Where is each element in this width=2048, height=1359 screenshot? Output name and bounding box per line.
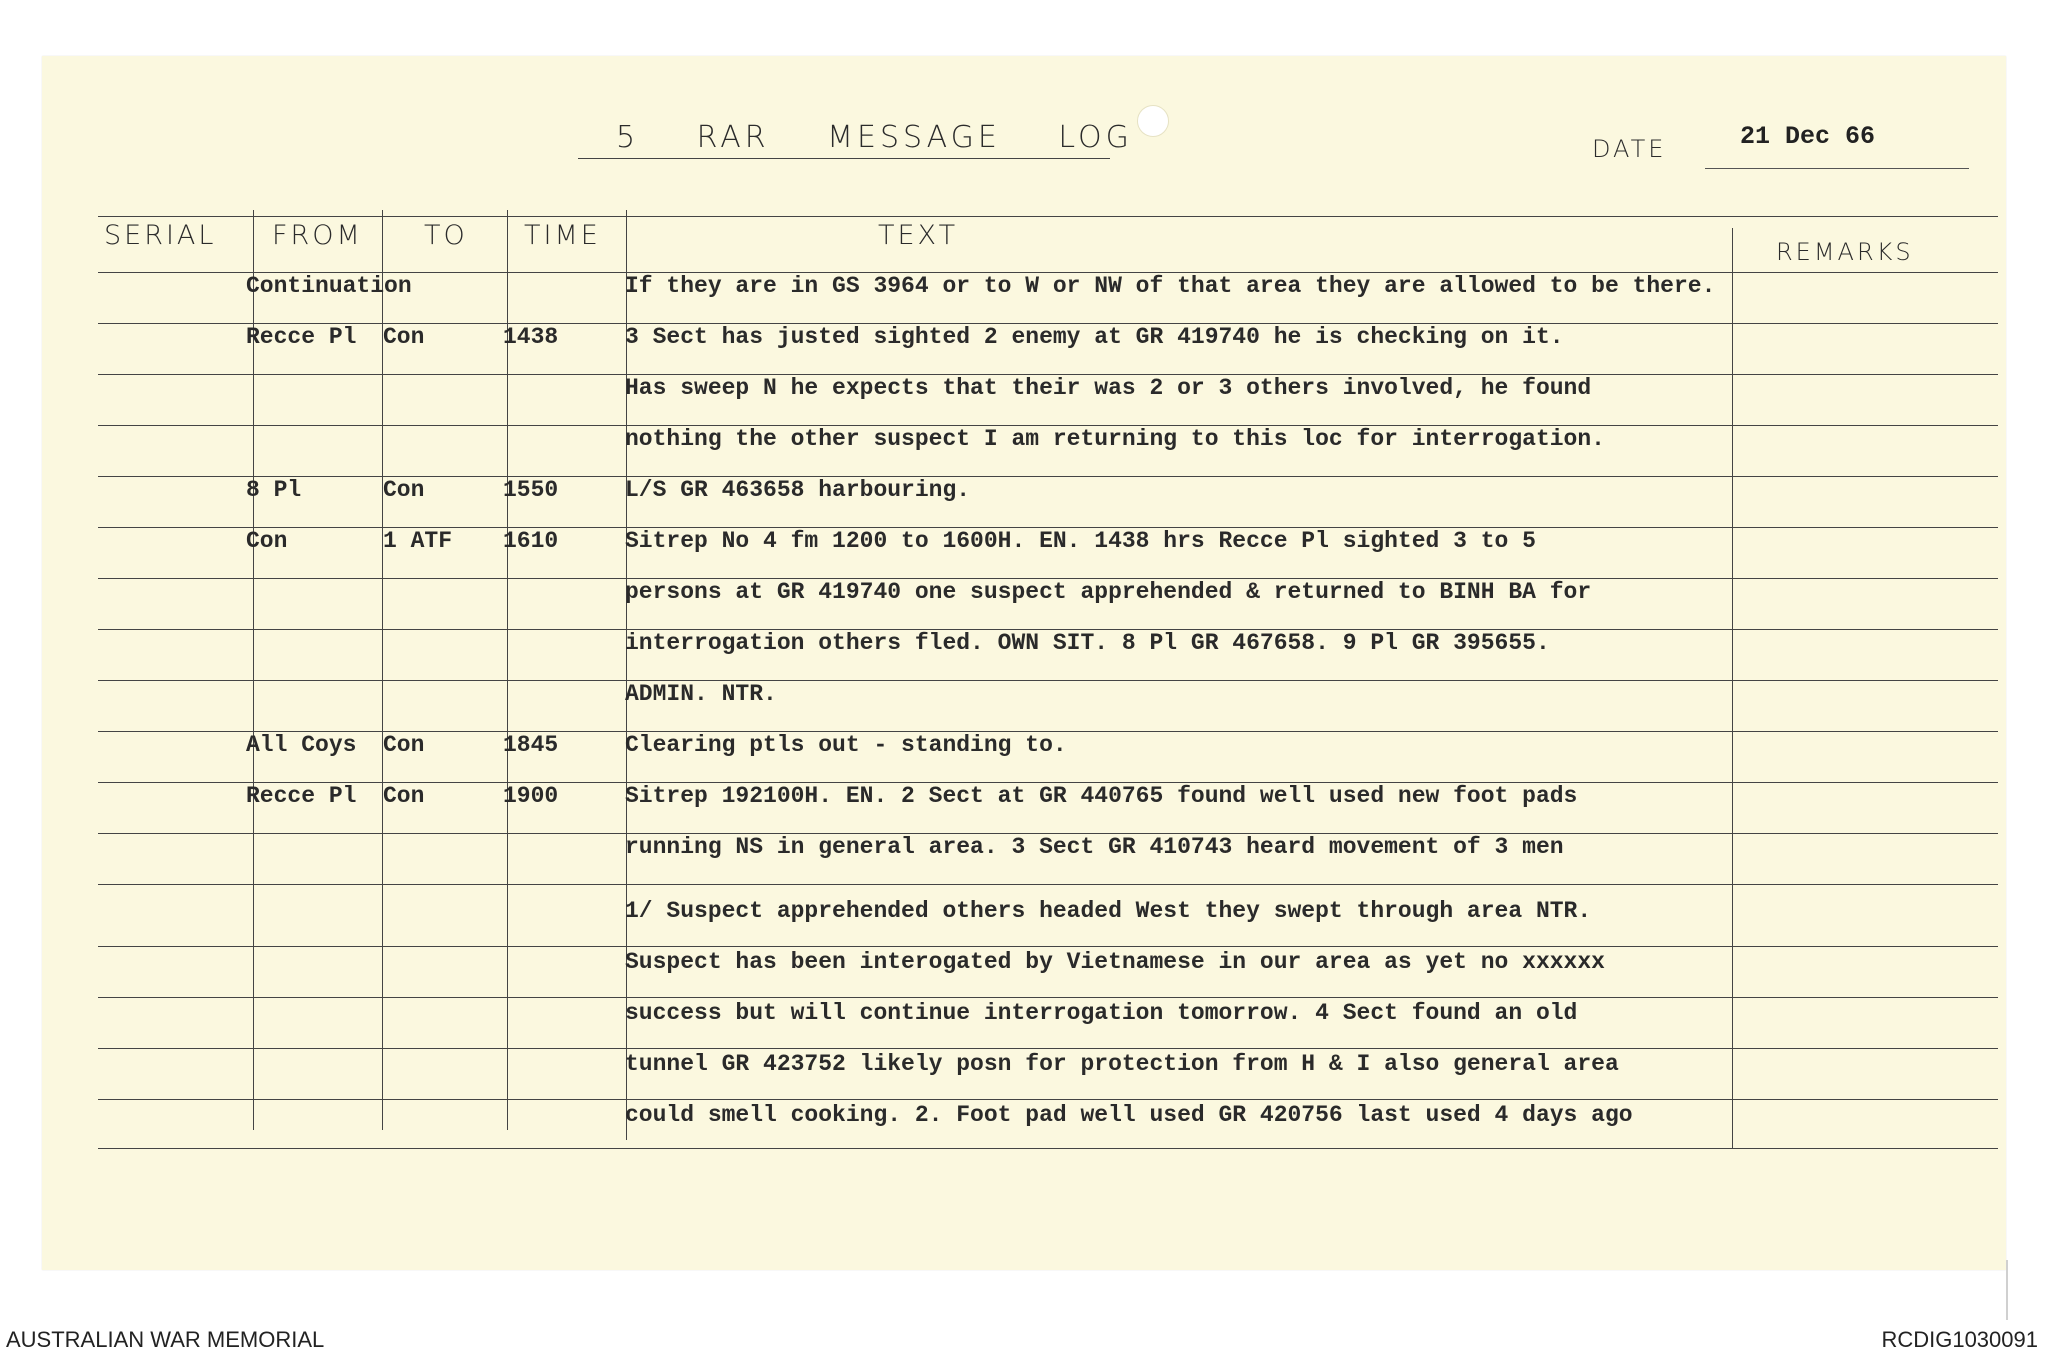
row-text: 3 Sect has justed sighted 2 enemy at GR 419740 he is checking on it. [625, 324, 1564, 350]
row-from: Continuation [246, 273, 412, 299]
ruled-line [98, 216, 1998, 217]
row-from: All Coys [246, 732, 357, 758]
column-header-to: TO [424, 220, 468, 251]
punch-hole [1137, 105, 1169, 137]
footer-record-id: RCDIG1030091 [1881, 1327, 2038, 1352]
column-header-serial: SERIAL [104, 220, 217, 251]
row-text: L/S GR 463658 harbouring. [625, 477, 971, 503]
date-label: DATE [1592, 135, 1667, 163]
ruled-line [98, 997, 1998, 998]
row-text: Suspect has been interogated by Vietnamese in our area as yet no xxxxxx [625, 949, 1605, 975]
row-from: Recce Pl [246, 783, 357, 809]
row-text: nothing the other suspect I am returning to this loc for interrogation. [625, 426, 1605, 452]
date-underline [1705, 168, 1969, 169]
row-text: 1/ Suspect apprehended others headed West they swept through area NTR. [625, 898, 1592, 924]
ruled-line [98, 680, 1998, 681]
row-text: Sitrep No 4 fm 1200 to 1600H. EN. 1438 hrs Recce Pl sighted 3 to 5 [625, 528, 1536, 554]
row-to: Con [383, 477, 425, 503]
row-time: 1550 [503, 477, 559, 503]
row-text: Sitrep 192100H. EN. 2 Sect at GR 440765 found well used new foot pads [625, 783, 1578, 809]
row-to: Con [383, 783, 425, 809]
row-text: success but will continue interrogation tomorrow. 4 Sect found an old [625, 1000, 1578, 1026]
row-text: If they are in GS 3964 or to W or NW of that area they are allowed to be there. [625, 273, 1716, 299]
row-to: Con [383, 732, 425, 758]
footer-credit: AUSTRALIAN WAR MEMORIAL [6, 1327, 325, 1352]
row-time: 1610 [503, 528, 559, 554]
ruled-line [98, 1099, 1998, 1100]
scan-edge [2006, 1260, 2008, 1320]
ruled-line [98, 1048, 1998, 1049]
row-time: 1845 [503, 732, 559, 758]
row-text: persons at GR 419740 one suspect apprehended & returned to BINH BA for [625, 579, 1592, 605]
date-value: 21 Dec 66 [1740, 122, 1876, 151]
row-text: could smell cooking. 2. Foot pad well used GR 420756 last used 4 days ago [625, 1102, 1633, 1128]
row-from: Recce Pl [246, 324, 357, 350]
row-time: 1438 [503, 324, 559, 350]
page-title: 5 RAR MESSAGE LOG [616, 120, 1133, 155]
row-text: Has sweep N he expects that their was 2 or 3 others involved, he found [625, 375, 1592, 401]
row-text: interrogation others fled. OWN SIT. 8 Pl GR 467658. 9 Pl GR 395655. [625, 630, 1550, 656]
row-text: tunnel GR 423752 likely posn for protection from H & I also general area [625, 1051, 1619, 1077]
column-header-remarks: REMARKS [1776, 238, 1914, 266]
column-divider [1732, 228, 1733, 1148]
row-text: Clearing ptls out - standing to. [625, 732, 1067, 758]
row-to: Con [383, 324, 425, 350]
row-from: 8 Pl [246, 477, 302, 503]
row-text: running NS in general area. 3 Sect GR 410743 heard movement of 3 men [625, 834, 1564, 860]
row-to: 1 ATF [383, 528, 453, 554]
ruled-line [98, 946, 1998, 947]
row-text: ADMIN. NTR. [625, 681, 777, 707]
column-header-time: TIME [524, 220, 601, 251]
ruled-line [98, 884, 1998, 885]
row-from: Con [246, 528, 288, 554]
column-header-text: TEXT [878, 220, 959, 251]
row-time: 1900 [503, 783, 559, 809]
ruled-line [98, 1148, 1998, 1149]
title-underline [578, 158, 1110, 159]
column-header-from: FROM [272, 220, 363, 251]
